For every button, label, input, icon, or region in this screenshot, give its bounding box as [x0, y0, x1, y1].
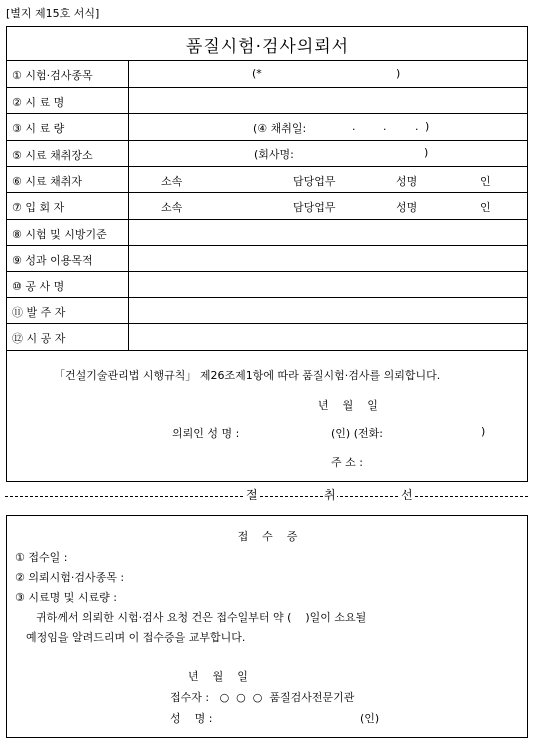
- receipt-sample-item: ③ 시료명 및 시료량 :: [15, 591, 117, 604]
- row-label-sampler: ⑥ 시료 채취자: [12, 175, 82, 188]
- name-label: 성명: [396, 175, 418, 188]
- form-code: [별지 제15호 서식]: [6, 7, 100, 20]
- cut-line: [5, 496, 528, 497]
- date-dot: .: [415, 120, 419, 133]
- requester-name-label: 의뢰인 성 명 :: [172, 427, 240, 440]
- receipt-test-item: ② 의뢰시험·검사종목 :: [15, 571, 125, 584]
- test-item-field[interactable]: [130, 61, 526, 86]
- purpose-field[interactable]: [130, 246, 526, 270]
- cut-line-char: 취: [324, 488, 336, 502]
- address-label: 주 소 :: [331, 456, 363, 469]
- receipt-date-item: ① 접수일 :: [15, 551, 68, 564]
- project-name-field[interactable]: [130, 272, 526, 296]
- receipt-body-line1: 귀하께서 의뢰한 시험·검사 요청 건은 접수일부터 약 ( )일이 소요될: [36, 611, 367, 624]
- phone-field[interactable]: [400, 421, 478, 439]
- receiver-line: 접수자 : ○ ○ ○ 품질검사전문기관: [170, 691, 355, 704]
- address-field[interactable]: [380, 450, 520, 468]
- request-date: 년 월 일: [318, 399, 378, 412]
- test-item-close: ): [396, 67, 401, 80]
- row-label-project-name: ⑩ 공 사 명: [12, 280, 65, 293]
- receipt-title: 접 수 증: [237, 530, 298, 543]
- row-label-contractor: ⑫ 시 공 자: [12, 332, 66, 345]
- test-standard-field[interactable]: [130, 220, 526, 244]
- sampling-date-close: ): [425, 120, 430, 133]
- affiliation-label: 소속: [161, 175, 183, 188]
- date-dot: .: [383, 120, 387, 133]
- row-label-test-standard: ⑧ 시험 및 시방기준: [12, 228, 107, 241]
- row-label-sample-name: ② 시 료 명: [12, 96, 65, 109]
- client-field[interactable]: [130, 298, 526, 322]
- row-label-test-item: ① 시험·검사종목: [12, 69, 93, 82]
- row-label-sampling-place: ⑤ 시료 채취장소: [12, 149, 93, 162]
- test-item-open: (*: [252, 67, 262, 80]
- row-label-client: ⑪ 발 주 자: [12, 306, 66, 319]
- duty-label: 담당업무: [293, 175, 336, 188]
- row-label-witness: ⑦ 입 회 자: [12, 201, 65, 214]
- seal-label: 인: [480, 175, 491, 188]
- receiver-seal: (인): [360, 712, 380, 725]
- witness-field[interactable]: [130, 193, 526, 218]
- requester-name-field[interactable]: [262, 421, 328, 439]
- sample-name-field[interactable]: [130, 88, 526, 112]
- label-column-divider: [128, 60, 129, 350]
- date-dot: .: [352, 120, 356, 133]
- sampler-field[interactable]: [130, 167, 526, 191]
- row-label-purpose: ⑨ 성과 이용목적: [12, 254, 93, 267]
- phone-close: ): [481, 425, 486, 438]
- sampling-date-label: (④ 채취일:: [253, 122, 307, 135]
- cut-line-char: 선: [401, 488, 413, 502]
- cut-line-char: 절: [246, 488, 258, 502]
- sample-qty-field[interactable]: [130, 114, 526, 139]
- receiver-name-label: 성 명 :: [170, 712, 213, 725]
- receipt-date: 년 월 일: [188, 670, 248, 683]
- row-divider: [6, 350, 528, 351]
- contractor-field[interactable]: [130, 324, 526, 349]
- form-title: 품질시험·검사의뢰서: [185, 37, 350, 57]
- request-statement: 「건설기술관리법 시행규칙」 제26조제1항에 따라 품질시험·검사를 의뢰합니다.: [54, 369, 441, 382]
- company-name-label: (회사명:: [254, 148, 294, 161]
- receipt-body-line2: 예정임을 알려드리며 이 접수증을 교부합니다.: [26, 631, 246, 644]
- sampling-place-field[interactable]: [130, 141, 526, 165]
- name-label: 성명: [396, 201, 418, 214]
- company-name-close: ): [424, 146, 429, 159]
- affiliation-label: 소속: [161, 201, 183, 214]
- seal-phone-label: (인) (전화:: [331, 427, 383, 440]
- row-label-sample-qty: ③ 시 료 량: [12, 122, 65, 135]
- duty-label: 담당업무: [293, 201, 336, 214]
- seal-label: 인: [480, 201, 491, 214]
